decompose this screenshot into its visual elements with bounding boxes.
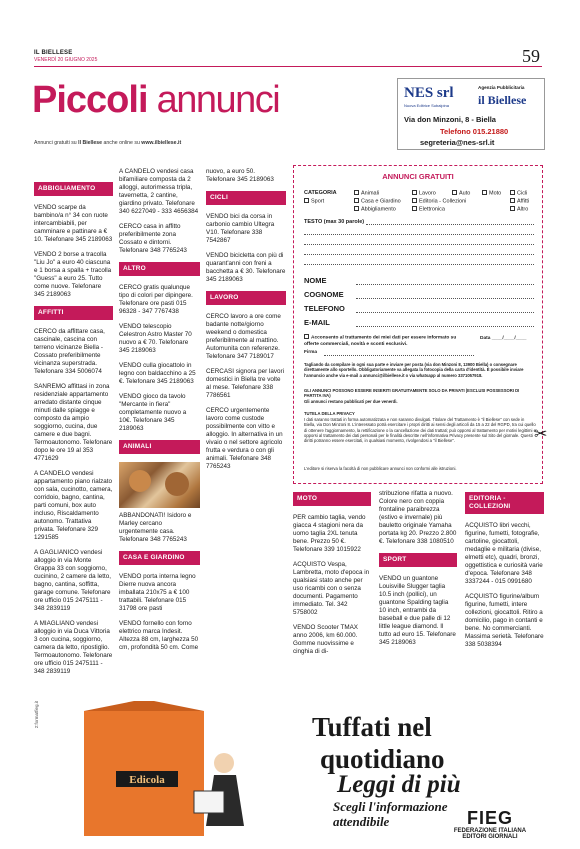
ad-item: A MIAGLIANO vendesi alloggio in via Duca Vittoria 3 con cucina, soggiorno, camera da letto, ripostiglio. Termoautonomo. Telefonare ore ufficio 015 2475111 - 348 2839119: [34, 620, 113, 675]
fieg-name-2: EDITORI GIORNALI: [462, 834, 518, 840]
cognome-field[interactable]: [356, 298, 534, 299]
header-date: VENERDÌ 20 GIUGNO 2025: [34, 57, 98, 63]
section-abbigliamento: ABBIGLIAMENTO: [34, 182, 113, 196]
ad-tagline: [333, 799, 447, 829]
ad-item: VENDO telescopio Celestron Astro Master 70 nuovo a € 70. Telefonare 345 2189063: [119, 323, 192, 354]
checkbox-lavoro[interactable]: Lavoro: [412, 190, 436, 197]
agency-email[interactable]: segreteria@nes-srl.it: [420, 138, 495, 147]
ad-item: PER cambio taglia, vendo giacca 4 stagioni nera da uomo taglia 2XL tenuta bene. Prezzo 50 €. Telefonare 339 1015922: [293, 514, 366, 553]
fieg-name-1: FEDERAZIONE ITALIANA: [453, 828, 527, 834]
checkbox-altro[interactable]: Altro: [510, 206, 528, 213]
privacy-text: I dati saranno trattati in forma automatizzata e non saranno divulgati. Titolare del Trattamento è "il Biellese" con sede in Biella, via Don Minzoni 8. L'interessato potrà esercitare i propri diritti ai sensi degli articoli da 15 a 22 del RGPD, tra cui quello di ottenere l'aggiornamento, la rettificazione o la cancellazione dei dati trattati; può opporsi al trattamento per motivi legittimi e opporsi al trattamento dei dati personali per le finalità descritte nell'informativa Privacy presente sul Sito del giornale. Questi diritti potranno essere esercitati, in qualsiasi momento, rivolgendosi a "il Biellese".: [304, 417, 536, 444]
ad-item: CERCASI signora per lavori domestici in Biella tre volte al mese. Telefonare 338 7786561: [206, 368, 285, 399]
newspaper-shape: [194, 791, 224, 813]
ad-headline-3: Leggi di più: [337, 771, 461, 798]
form-instructions: Tagliando da compilare in ogni sua parte e inviare per posta (via don Minzoni 8, 13900 Biella) o consegnare direttamente allo sportello. Obbligatoriamente va allegata la fotocopia della carta d'identità. È possibile inviare l'annuncio anche via e-mail a annunci@ilbiellese.it o via whatsapp al numero 3371057918.: [304, 362, 524, 378]
form-heading: ANNUNCI GRATUITI: [382, 172, 454, 181]
text-line[interactable]: [304, 234, 534, 235]
ad-item: ACQUISTO figurine/album figurine, fumetti, intere collezioni, giocattoli. Ritiro a domicilio, pago in contanti e bene. No commercianti. Massima serietà. Telefonare 338 5038394: [465, 593, 544, 648]
ad-item: CERCO da affittare casa, cascinale, cascina con terreno vicinanze Biella - Cossato preferibilmente vicinanza superstrada. Telefonare 334 5006074: [34, 328, 105, 375]
kiosk-roof: [84, 701, 204, 711]
section-affitti: AFFITTI: [34, 306, 113, 320]
ad-headline-2: quotidiano: [320, 744, 445, 774]
cognome-label: COGNOME: [304, 290, 344, 299]
firma-field[interactable]: [324, 355, 474, 356]
nome-field[interactable]: [356, 284, 534, 285]
ad-headline-1: Tuffati nel: [312, 712, 432, 742]
title-part-1: Piccoli: [32, 79, 148, 121]
ad-item: VENDO Scooter TMAX anno 2006, km 60.000. Gomme nuovissime e cinghia di di-: [293, 624, 358, 655]
agency-phone: Telefono 015.21880: [440, 127, 509, 136]
ad-item: stribuzione rifatta a nuovo. Colore nero con coppia frontaline paraibrezza (estivo e invernale) più bauletto originale Yamaha portata kg 20. Prezzo 2.800 €. Telefonare 338 1080510: [379, 490, 457, 545]
email-label: E-MAIL: [304, 318, 330, 327]
subline-site-link[interactable]: www.ilbiellese.it: [141, 140, 182, 146]
ad-item: A CANDELO vendesi appartamento piano rialzato con sala, cucinotto, camera, corridoio, bagno, cantina, parti comuni, box auto incluso, Riscaldamento autonomo. Trattativa privata. Telefonare 329 1291585: [34, 470, 113, 541]
text-line[interactable]: [304, 244, 534, 245]
checkbox-abbigliamento[interactable]: Abbigliamento: [354, 206, 396, 213]
column-editoria: [465, 490, 544, 656]
category-label: CATEGORIA: [304, 190, 337, 196]
telefono-label: TELEFONO: [304, 304, 345, 313]
nes-subtitle: Nuova Editrice Subalpina: [404, 103, 449, 108]
ad-item: CERCO lavoro a ore come badante notte/giorno weekend o domestica preferibilmente al mattino. Automunita con referenze. Telefonare 347 7189017: [206, 313, 281, 360]
ad-item: ACQUISTO Vespa, Lambretta, moto d'epoca in qualsiasi stato anche per uso ricambi con o senza documenti. Pagamento immediato. Tel. 342 5758002: [293, 561, 370, 616]
section-cicli: CICLI: [206, 191, 286, 205]
section-altro: ALTRO: [119, 262, 200, 276]
checkbox-animali[interactable]: Animali: [354, 190, 379, 197]
checkbox-cicli[interactable]: Cicli: [510, 190, 527, 197]
subline-pre: Annunci gratuiti su: [34, 140, 79, 146]
scissors-icon: ✂: [534, 426, 548, 443]
ad-item: VENDO fornello con forno elettrico marca Indesit. Altezza 88 cm, larghezza 50 cm, profondità 50 cm. Come: [119, 620, 199, 651]
cat-photo: [119, 462, 200, 508]
page-number: 59: [522, 46, 540, 66]
section-casa-giardino: CASA E GIARDINO: [119, 551, 200, 565]
ad-item: ACQUISTO libri vecchi, figurine, fumetti, fotografie, cartoline, giocattoli, medaglie e militaria (divise, elmetti etc), quadri, bronzi, oggettistica e curiosità varie d'epoca. Telefonare 348 3337244 - 015 0991680: [465, 522, 543, 585]
checkbox-sport[interactable]: Sport: [304, 198, 324, 205]
biellese-logo: il Biellese: [478, 93, 527, 107]
column-3: [206, 168, 286, 478]
page-title: [32, 78, 279, 122]
ad-tagline-1: Scegli l'informazione: [333, 799, 448, 814]
column-2: [119, 168, 200, 659]
newspaper-reader-illustration: [44, 701, 304, 846]
checkbox-affitti[interactable]: Affitti: [510, 198, 529, 205]
ad-credit: 2:formatfieg.it: [34, 701, 39, 729]
ad-item: CERCO urgentemente lavoro come custode possibilmente con vitto e alloggio. In alternativa in un vivaio o nel settore agricolo frutta e verdura o con gli animali. Telefonare 348 7765243: [206, 407, 283, 470]
ad-item: nuovo, a euro 50. Telefonare 345 2189063: [206, 168, 274, 183]
nes-logo: NES srl: [404, 85, 454, 101]
fieg-logo: FIEG: [466, 808, 513, 828]
email-field[interactable]: [356, 326, 534, 327]
checkbox-auto[interactable]: Auto: [452, 190, 470, 197]
checkbox-editoria[interactable]: Editoria - Collezioni: [412, 198, 466, 205]
agency-ad-box: [397, 78, 545, 150]
privacy-text-2: L'editore si riserva la facoltà di non pubblicare annunci non conformi alle istruzioni.: [304, 466, 457, 471]
ad-item: VENDO bicicletta con più di quarant'anni con freni a bacchetta a € 30. Telefonare 345 2189063: [206, 252, 286, 283]
agency-label: Agenzia Pubblicitaria: [478, 85, 525, 90]
form-private-only: GLI ANNUNCI POSSONO ESSERE INSERITI GRATUITAMENTE SOLO DA PRIVATI (ESCLUSI POSSESSORI DI PARTITA IVA): [304, 388, 520, 399]
nome-label: NOME: [304, 276, 327, 285]
fieg-logo-block: [448, 808, 532, 840]
free-ad-form: [293, 165, 543, 484]
title-part-2: annunci: [156, 79, 280, 121]
text-line[interactable]: [366, 224, 534, 225]
ad-tagline-2: attendibile: [333, 814, 390, 829]
checkbox-elettronica[interactable]: Elettronica: [412, 206, 445, 213]
person-head: [214, 753, 234, 773]
ad-item: VENDO bici da corsa in carbonio cambio Ultegra V10. Telefonare 338 7542867: [206, 213, 275, 244]
section-editoria: EDITORIA - COLLEZIONI: [465, 492, 544, 514]
section-animali: ANIMALI: [119, 440, 200, 454]
header-paper-name: IL BIELLESE: [34, 50, 73, 56]
subline-post: anche online su: [102, 140, 142, 146]
checkbox-casa[interactable]: Casa e Giardino: [354, 198, 401, 205]
subline: [34, 140, 181, 146]
ad-item: VENDO gioco da tavolo "Mercante in fiera" completamente nuovo a 10€. Telefonare 345 2189063: [119, 393, 187, 432]
header-rule: [34, 66, 542, 67]
column-1: [34, 180, 113, 683]
agency-address: Via don Minzoni, 8 - Biella: [404, 115, 496, 124]
ad-item: VENDO scarpe da bambino/a n° 34 con ruote intercambiabili, per camminare e pattinare a € 10. Telefonare 345 2189063: [34, 204, 113, 243]
ad-item: A CANDELO vendesi casa bifamiliare composta da 2 alloggi, autorimessa tripla, tavernetta, 2 cantine, giardino privato. Telefonare 340 6227049 - 333 4656384: [119, 168, 199, 215]
ad-item: VENDO 2 borse a tracolla "Liu Jo" a euro 40 ciascuna e 1 borsa a spalla + tracolla "Guess" a euro 25. Tutto come nuove. Telefonare 345 2189063: [34, 251, 112, 298]
telefono-field[interactable]: [356, 312, 534, 313]
text-label: TESTO (max 30 parole): [304, 219, 365, 225]
checkbox-moto[interactable]: Moto: [482, 190, 501, 197]
ad-item: ABBANDONATI! Isidoro e Marley cercano urgentemente casa. Telefonare 348 7765243: [119, 512, 192, 543]
ad-item: VENDO culla giocattolo in legno con baldacchino a 25 €. Telefonare 345 2189063: [119, 362, 196, 385]
date-label: Data ____/____/____: [480, 336, 527, 341]
text-line[interactable]: [304, 264, 534, 265]
ad-item: VENDO porta interna legno Dierre nuova ancora imballata 210x75 a € 100 trattabili. Telefonare 015 31798 ore pasti: [119, 573, 196, 612]
column-moto: [293, 490, 371, 663]
ad-item: SANREMO affittasi in zona residenziale appartamento arredato distante cinque minuti dalle spiagge e composto da ampio soggiorno, cucina, due camere e due bagni. Termoautonomo. Telefonare dopo le ore 19 al 353 4771629: [34, 383, 113, 462]
section-moto: MOTO: [293, 492, 371, 506]
privacy-title: TUTELA DELLA PRIVACY: [304, 411, 355, 416]
edicola-label: Edicola: [129, 774, 165, 786]
consent-checkbox[interactable]: Acconsento al trattamento dei miei dati per essere informato su offerte commerciali, novità e sconti esclusivi.: [304, 335, 457, 347]
ad-item: A GAGLIANICO vendesi alloggio in via Monte Grappa 33 con soggiorno, cucinino, 2 camere da letto, bagno, cantina, soffitta, garage comune. Telefonare ore ufficio 015 2475111 - 348 2839119: [34, 549, 112, 612]
ad-item: VENDO un guantone Louisville Slugger taglia 10.5 inch (pollici), un guantone Spalding taglia 10 inch, entrambi da baseball e due palle di 12 little league diamond. Il tutto ad euro 15. Telefonare 345 2189063: [379, 575, 456, 646]
firma-label: Firma: [304, 350, 318, 355]
form-duration: Gli annunci restano pubblicati per due venerdì.: [304, 399, 398, 404]
column-sport: [379, 490, 457, 654]
section-lavoro: LAVORO: [206, 291, 286, 305]
section-sport: SPORT: [379, 553, 457, 567]
ad-item: CERCO casa in affitto preferibilmente zona Cossato e dintorni. Telefonare 348 7765243: [119, 223, 187, 254]
ad-item: CERCO gratis qualunque tipo di colori per dipingere. Telefonare ore pasti 015 96328 - 347 7767438: [119, 284, 193, 315]
subline-paper: Il Biellese: [78, 140, 103, 146]
text-line[interactable]: [304, 254, 534, 255]
